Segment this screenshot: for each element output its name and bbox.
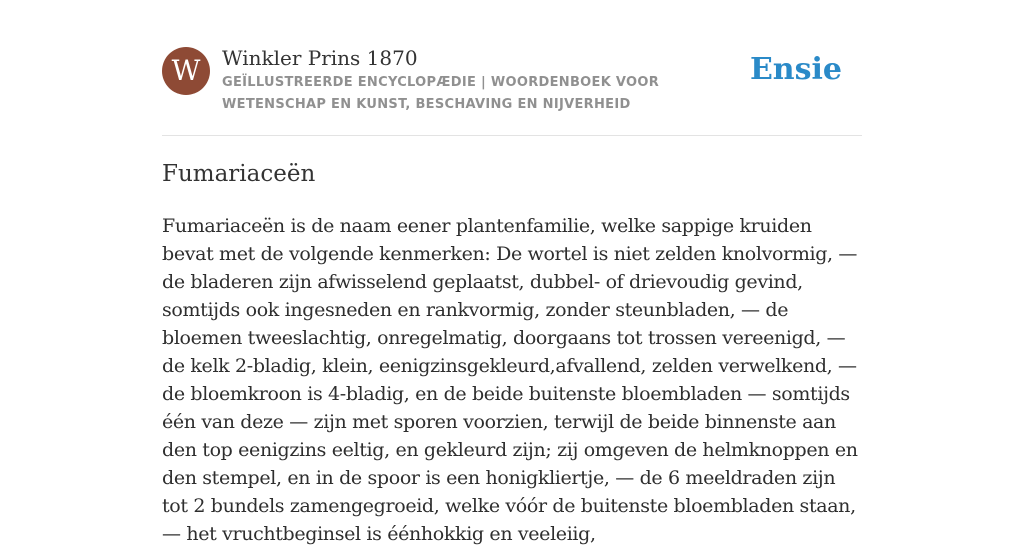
entry-title: Fumariaceën (162, 161, 316, 187)
source-title[interactable]: Winkler Prins 1870 (222, 46, 418, 70)
header-divider (162, 135, 862, 136)
entry-body: Fumariaceën is de naam eener plantenfamilie, welke sappige kruiden bevat met de volgende kenmerken: De wortel is niet zelden knolvormig, — de bladeren zijn afwisselend geplaatst, dubbel- of drievoudig gevind, somtijds ook ingesneden en rankvormig, zonder steunbladen, — de bloemen tweeslachtig, onregelmatig, doorgaans tot trossen vereenigd, — de kelk 2-bladig, klein, eenigzinsgekleurd,afvallend, zelden verwelkend, — de bloemkroon is 4-bladig, en de beide buitenste bloembladen — somtijds één van deze — zijn met sporen voorzien, terwijl de beide binnenste aan den top eenigzins eeltig, en gekleurd zijn; zij omgeven de helmknoppen en den stempel, en in de spoor is een honigkliertje, — de 6 meeldraden zijn tot 2 bundels zamengegroeid, welke vóór de buitenste bloembladen staan, — het vruchtbeginsel is éénhokkig en veeleiig, (162, 215, 858, 545)
source-subtitle: GEÏLLUSTREERDE ENCYCLOPÆDIE | WOORDENBOEK VOOR WETENSCHAP EN KUNST, BESCHAVING EN NIJVERHEID (222, 75, 660, 112)
source-avatar[interactable]: W (162, 47, 210, 95)
ensie-logo-link[interactable]: Ensie (749, 52, 842, 87)
